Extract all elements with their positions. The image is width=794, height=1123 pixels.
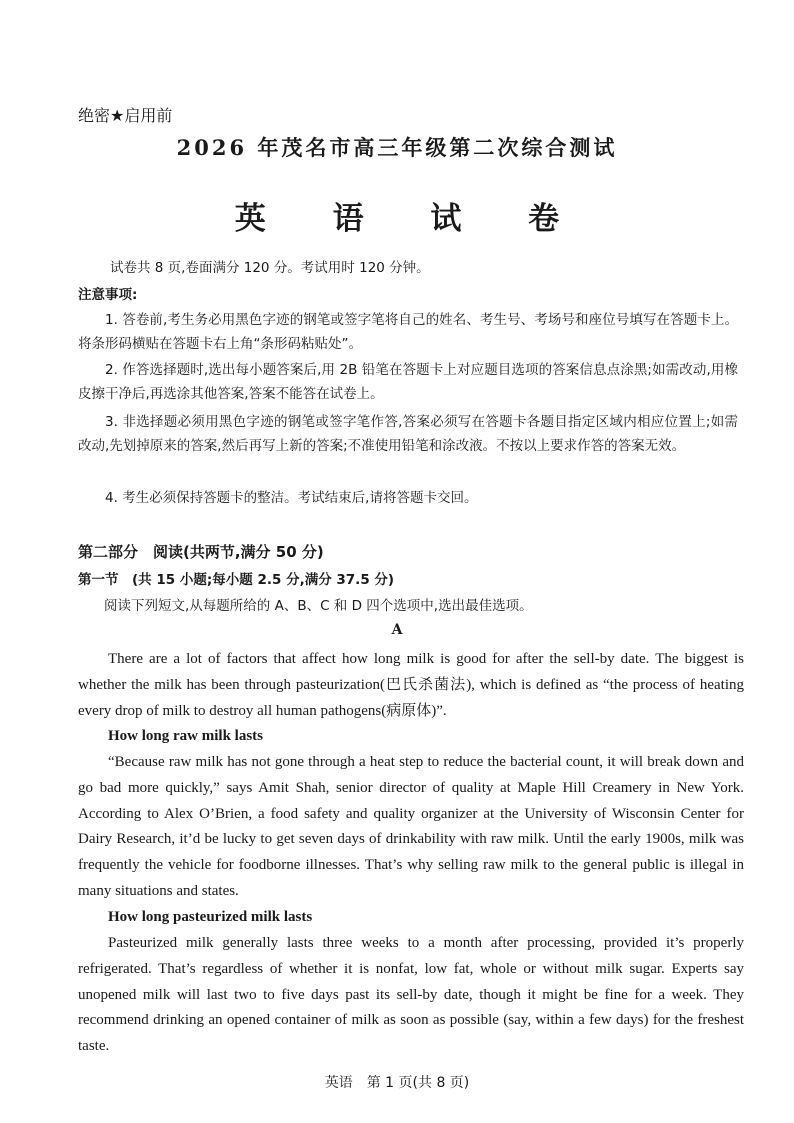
notice-item-4 <box>78 486 738 510</box>
paragraph-text: “Because raw milk has not gone through a heat step to reduce the bacterial count, it will break down and go bad more quickly,” says Amit Shah, senior director of quality at Maple Hill Creamery in New York. According to Alex O’Brien, a food safety and quality organizer at the University of Wisconsin Center for Dairy Research, it’d be lucky to get seven days of drinkability with raw milk. Until the early 1900s, milk was frequently the vehicle for foodborne illnesses. That’s why selling raw milk to the general public is illegal in many situations and states. <box>78 754 744 899</box>
section-heading: 第一节 (共 15 小题;每小题 2.5 分,满分 37.5 分) <box>78 572 395 588</box>
notice-item-text: 3. 非选择题必须用黑色字迹的钢笔或签字笔作答,答案必须写在答题卡各题目指定区域内相应位置上;如需改动,先划掉原来的答案,然后再写上新的答案;不准使用铅笔和涂改液。不按以上要求作答的答案无效。 <box>78 414 738 454</box>
subheading-text: How long raw milk lasts <box>108 728 264 744</box>
notice-item-text: 2. 作答选择题时,选出每小题答案后,用 2B 铅笔在答题卡上对应题目选项的答案信息点涂黑;如需改动,用橡皮擦干净后,再选涂其他答案,答案不能答在试卷上。 <box>78 362 738 402</box>
exam-title: 2026 年茂名市高三年级第二次综合测试 <box>176 135 618 160</box>
passage-paragraph-3 <box>78 931 744 1060</box>
subheading-text: How long pasteurized milk lasts <box>108 909 313 925</box>
notice-item-3 <box>78 410 738 458</box>
notice-item-text: 4. 考生必须保持答题卡的整洁。考试结束后,请将答题卡交回。 <box>105 490 478 506</box>
section-direction: 阅读下列短文,从每题所给的 A、B、C 和 D 四个选项中,选出最佳选项。 <box>104 598 533 614</box>
confidential-label: 绝密★启用前 <box>78 106 173 125</box>
passage-paragraph-2 <box>78 750 744 905</box>
notice-item-text: 1. 答卷前,考生务必用黑色字迹的钢笔或签字笔将自己的姓名、考生号、考场号和座位号填写在答题卡上。将条形码横贴在答题卡右上角“条形码粘贴处”。 <box>78 312 738 352</box>
paragraph-text: Pasteurized milk generally lasts three weeks to a month after processing, provided it’s properly refrigerated. That’s regardless of whether it is nonfat, low fat, whole or without milk sugar. Experts say unopened milk will last two to five days past its sell-by date, though it might be fine for a week. They recommend drinking an opened container of milk as soon as possible (say, within a few days) for the freshest taste. <box>78 935 744 1055</box>
paragraph-text: There are a lot of factors that affect how long milk is good for after the sell-by date. The biggest is whether the milk has been through pasteurization(巴氏杀菌法), which is defined as “the process of heating every drop of milk to destroy all human pathogens(病原体)”. <box>78 651 744 719</box>
passage-paragraph-1 <box>78 647 744 724</box>
notice-title: 注意事项: <box>78 287 138 303</box>
passage-label: A <box>391 622 403 638</box>
passage-subheading-1 <box>78 724 744 750</box>
notice-item-2 <box>78 358 738 406</box>
notice-item-1 <box>78 308 738 356</box>
part-heading: 第二部分 阅读(共两节,满分 50 分) <box>78 543 324 561</box>
exam-info: 试卷共 8 页,卷面满分 120 分。考试用时 120 分钟。 <box>110 260 430 276</box>
subject-title: 英 语 试 卷 <box>234 201 588 237</box>
passage-subheading-2 <box>78 905 744 931</box>
page-footer: 英语 第 1 页(共 8 页) <box>324 1075 470 1091</box>
